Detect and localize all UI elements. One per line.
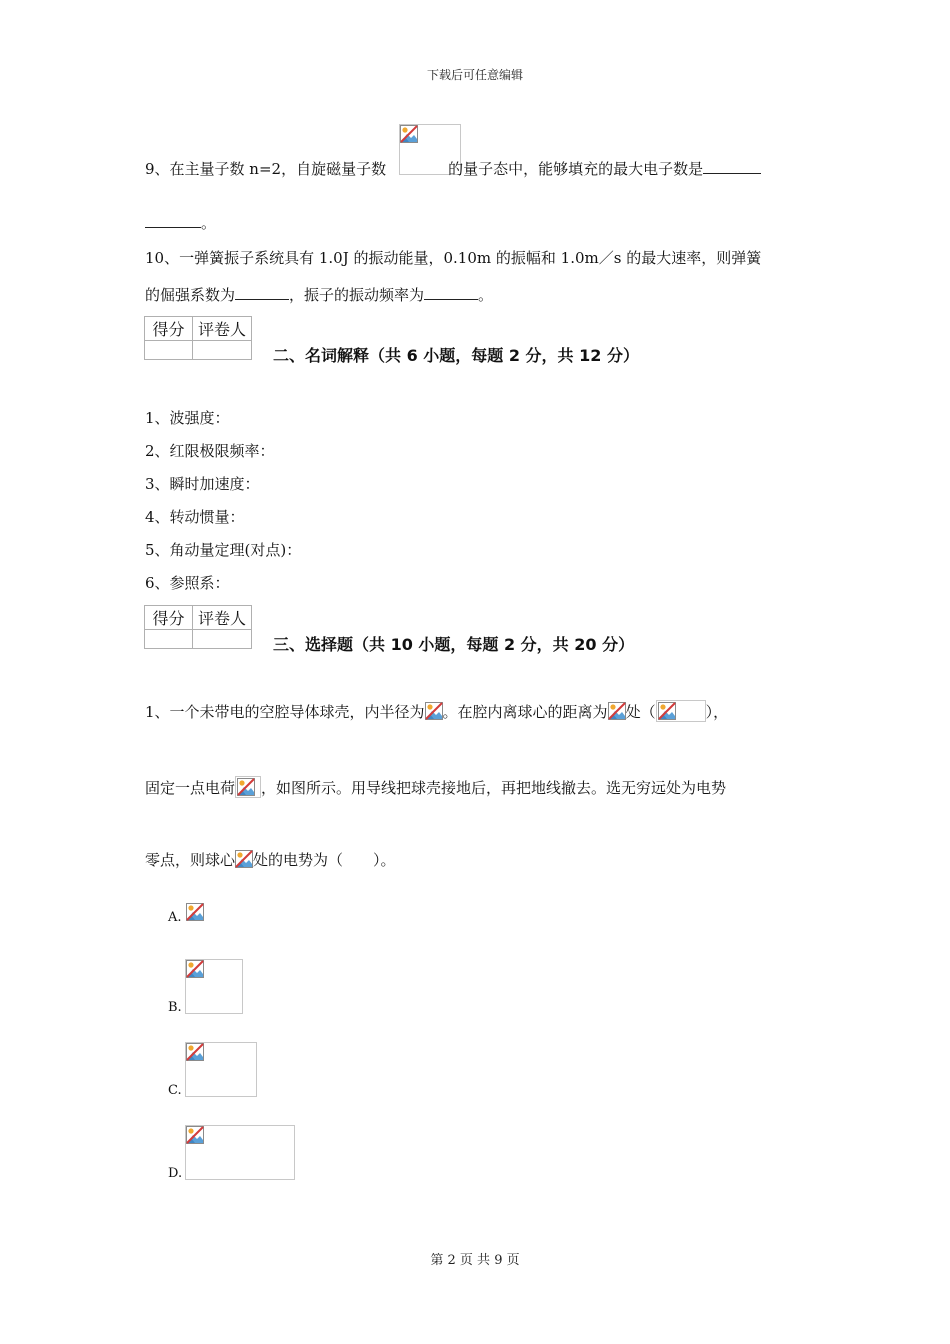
question-10-text: 的倔强系数为: [145, 286, 236, 304]
score-table: [144, 316, 252, 360]
answer-blank: [424, 285, 478, 300]
question-9-text-cont: 的量子态中，能够填充的最大电子数是: [448, 160, 704, 178]
score-table: [144, 605, 252, 649]
option-b-label: B.: [168, 1000, 182, 1015]
broken-image-icon: [425, 702, 443, 720]
broken-image-icon: [186, 960, 204, 978]
math-image-box: [656, 700, 706, 722]
broken-image-icon: [186, 1043, 204, 1061]
option-c-image: [185, 1042, 257, 1097]
option-c-label: C.: [168, 1083, 182, 1098]
broken-image-icon: [237, 778, 255, 796]
grader-header: 评卷人: [193, 317, 252, 341]
question-9-line2: [145, 213, 216, 233]
broken-image-icon: [186, 903, 204, 921]
broken-image-icon: [186, 1126, 204, 1144]
page-footer: 第 2 页 共 9 页: [430, 1253, 520, 1268]
broken-image-icon: [235, 850, 253, 868]
math-image: [608, 702, 626, 720]
option-d-label: D.: [168, 1166, 183, 1181]
mcq-1-text-cont: 处的电势为（ ）。: [253, 851, 396, 869]
punctuation: 。: [478, 286, 494, 304]
page-header: 下载后可任意编辑: [426, 68, 523, 82]
option-a-image: [185, 902, 202, 922]
grader-cell: [193, 341, 252, 360]
math-image-box: [235, 776, 261, 798]
mcq-1-text-cont: 处（: [625, 703, 656, 721]
answer-blank: [703, 159, 761, 174]
question-9-line1: [145, 159, 761, 179]
answer-blank: [235, 285, 289, 300]
math-image: [425, 702, 443, 720]
grader-header: 评卷人: [193, 606, 252, 630]
question-10-text-cont: ，振子的振动频率为: [289, 286, 425, 304]
option-b-image: [185, 959, 243, 1014]
mcq-1-line1: [145, 700, 728, 722]
option-a-label: A.: [168, 910, 182, 925]
grader-cell: [193, 630, 252, 649]
mcq-1-text-cont: ），: [705, 703, 729, 721]
question-9-text: 9、在主量子数 n=2，自旋磁量子数: [145, 160, 387, 178]
score-header: 得分: [145, 606, 193, 630]
section-2-title: 二、名词解释（共 6 小题，每题 2 分，共 12 分）: [273, 346, 639, 365]
broken-image-icon: [400, 125, 418, 143]
option-d-image: [185, 1125, 295, 1180]
mcq-1-text-cont: 。在腔内离球心的距离为: [442, 703, 608, 721]
mcq-1-text: 1、一个未带电的空腔导体球壳，内半径为: [145, 703, 425, 721]
term-item: 1、波强度：: [145, 409, 230, 427]
mcq-1-text-cont: ，如图所示。用导线把球壳接地后，再把地线撤去。选无穷远处为电势: [261, 779, 727, 797]
term-item: 4、转动惯量：: [145, 508, 245, 526]
answer-blank: [145, 213, 201, 228]
mcq-1-line2: [145, 776, 726, 798]
mcq-1-text: 固定一点电荷: [145, 779, 236, 797]
score-cell: [145, 341, 193, 360]
punctuation: 。: [201, 214, 217, 232]
score-cell: [145, 630, 193, 649]
mcq-1-line3: [145, 850, 396, 870]
term-item: 3、瞬时加速度：: [145, 475, 260, 493]
section-3-title: 三、选择题（共 10 小题，每题 2 分，共 20 分）: [273, 635, 635, 654]
score-header: 得分: [145, 317, 193, 341]
question-10-line1: 10、一弹簧振子系统具有 1.0J 的振动能量，0.10m 的振幅和 1.0m／s 的最大速率，则弹簧: [145, 249, 762, 267]
term-item: 2、红限极限频率：: [145, 442, 275, 460]
question-10-line2: [145, 285, 493, 305]
term-item: 6、参照系：: [145, 574, 230, 592]
broken-image-icon: [608, 702, 626, 720]
mcq-1-text: 零点，则球心: [145, 851, 236, 869]
term-item: 5、角动量定理(对点)：: [145, 541, 302, 559]
math-image: [235, 850, 253, 868]
broken-image-icon: [658, 702, 676, 720]
